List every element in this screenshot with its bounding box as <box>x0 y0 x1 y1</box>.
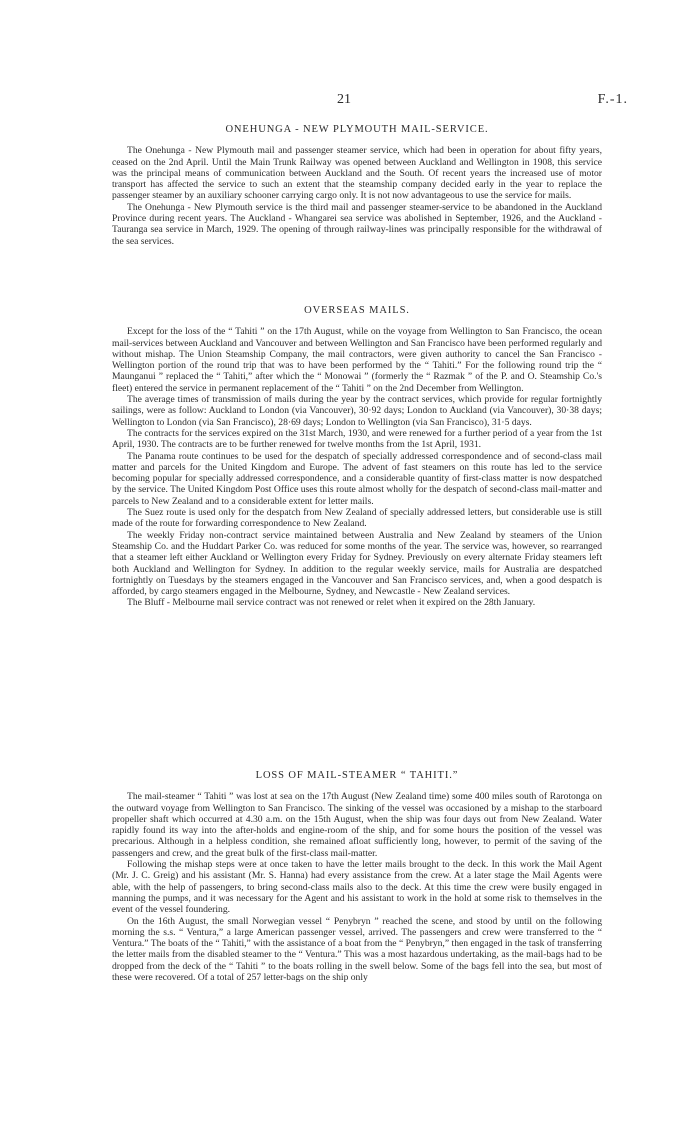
section-title: LOSS OF MAIL-STEAMER “ TAHITI.” <box>255 770 459 781</box>
paragraph: The weekly Friday non-contract service maintained between Australia and New Zealand by steamers of the Union Steamship Co. and the Huddart Parker Co. was reduced for some months of the year. The service was, however, so rearranged that a steamer left either Auckland or Wellington every Friday for Sydney. Previously on every alternate Friday steamers left both Auckland and Wellington for Sydney. In addition to the regular weekly service, mails for Australia are despatched fortnightly on Tuesdays by the steamers engaged in the Vancouver and San Francisco services, and, when a good despatch is afforded, by cargo steamers engaged in the Melbourne, Sydney, and Newcastle - New Zealand services. <box>112 529 602 598</box>
page-header <box>0 92 700 108</box>
paragraph: The contracts for the services expired on the 31st March, 1930, and were renewed for a further period of a year from the 1st April, 1930. The contracts are to be further renewed for twelve months from the 1st April, 1931. <box>112 427 602 451</box>
section-overseas-mails <box>112 305 602 609</box>
paragraph: The Onehunga - New Plymouth service is the third mail and passenger steamer-service to be abandoned in the Auckland Province during recent years. The Auckland - Whangarei sea service was abolished in September, 1926, and the Auckland - Tauranga sea service in March, 1929. The opening of through railway-lines was principally responsible for the withdrawal of the sea services. <box>112 201 602 247</box>
section-title: ONEHUNGA - NEW PLYMOUTH MAIL-SERVICE. <box>225 124 489 135</box>
paragraph: The Bluff - Melbourne mail service contract was not renewed or relet when it expired on the 28th January. <box>127 597 536 609</box>
section-title: OVERSEAS MAILS. <box>304 305 410 316</box>
section-onehunga-new-plymouth <box>112 124 602 247</box>
page-number: 21 <box>337 92 351 107</box>
section-loss-of-tahiti <box>112 770 602 983</box>
paragraph: The average times of transmission of mails during the year by the contract services, which provide for regular fortnightly sailings, were as follow: Auckland to London (via Vancouver), 30·92 days; London to Auckland (via Vancouver), 30·38 days; Wellington to London (via San Francisco), 28·69 days; London to Wellington (via San Francisco), 31·5 days. <box>112 394 602 428</box>
paragraph: The Suez route is used only for the despatch from New Zealand of specially addressed letters, but considerable use is still made of the route for forwarding correspondence to New Zealand. <box>112 507 602 530</box>
page-reference: F.-1. <box>597 92 628 107</box>
paragraph: The Panama route continues to be used for the despatch of specially addressed correspondence and of second-class mail matter and parcels for the United Kingdom and Europe. The advent of fast steamers on this route has led to the service becoming popular for specially addressed correspondence, and a considerable quantity of first-class matter is now despatched by the service. The United Kingdom Post Office uses this route almost wholly for the despatch of second-class mail-matter and parcels to New Zealand and to a considerable extent for letter mails. <box>112 450 602 507</box>
paragraph: On the 16th August, the small Norwegian vessel “ Penybryn ” reached the scene, and stood by until on the following morning the s.s. “ Ventura,” a large American passenger vessel, arrived. The passengers and crew were transferred to the “ Ventura.” The boats of the “ Tahiti,” with the assistance of a boat from the “ Penybryn,” then engaged in the task of transferring the letter mails from the disabled steamer to the “ Ventura.” This was a most hazardous undertaking, as the mail-bags had to be dropped from the deck of the “ Tahiti ” to the boats rolling in the swell below. Some of the bags fell into the sea, but most of these were recovered. Of a total of 257 letter-bags on the ship only <box>112 915 602 984</box>
paragraph: The Onehunga - New Plymouth mail and passenger steamer service, which had been in operation for about fifty years, ceased on the 2nd April. Until the Main Trunk Railway was opened between Auckland and Wellington in 1908, this service was the principal means of communication between Auckland and the South. Of recent years the increased use of motor transport has affected the service to such an extent that the steamship company decided early in the year to replace the passenger steamer by an auxiliary schooner carrying cargo only. It is not now advantageous to use the service for mails. <box>112 145 602 202</box>
paragraph: The mail-steamer “ Tahiti ” was lost at sea on the 17th August (New Zealand time) some 400 miles south of Rarotonga on the outward voyage from Wellington to San Francisco. The sinking of the vessel was occasioned by a mishap to the starboard propeller shaft which occurred at 4.30 a.m. on the 15th August, when the ship was four days out from New Zealand. Water rapidly found its way into the after-holds and engine-room of the ship, and for some hours the position of the vessel was precarious. Although in a helpless condition, she remained afloat sufficiently long, however, to permit of the saving of the passengers and crew, and the great bulk of the first-class mail-matter. <box>112 791 602 859</box>
paragraph: Except for the loss of the “ Tahiti ” on the 17th August, while on the voyage from Wellington to San Francisco, the ocean mail-services between Auckland and Vancouver and between Wellington and San Francisco have been performed regularly and without mishap. The Union Steamship Company, the mail contractors, were given authority to cancel the San Francisco - Wellington portion of the round trip that was to have been performed by the “ Tahiti.” For the following round trip the “ Maunganui ” replaced the “ Tahiti,” after which the “ Monowai ” (formerly the “ Razmak ” of the P. and O. Steamship Co.'s fleet) entered the service in permanent replacement of the “ Tahiti ” on the 2nd December from Wellington. <box>112 326 602 394</box>
paragraph: Following the mishap steps were at once taken to have the letter mails brought to the deck. In this work the Mail Agent (Mr. J. C. Greig) and his assistant (Mr. S. Hanna) had every assistance from the crew. At a later stage the Mail Agents were able, with the help of passengers, to bring second-class mails also to the deck. At this time the crew were busily engaged in manning the pumps, and it was necessary for the Agent and his assistant to work in the hold at some risk to themselves in the event of the vessel foundering. <box>112 859 602 916</box>
